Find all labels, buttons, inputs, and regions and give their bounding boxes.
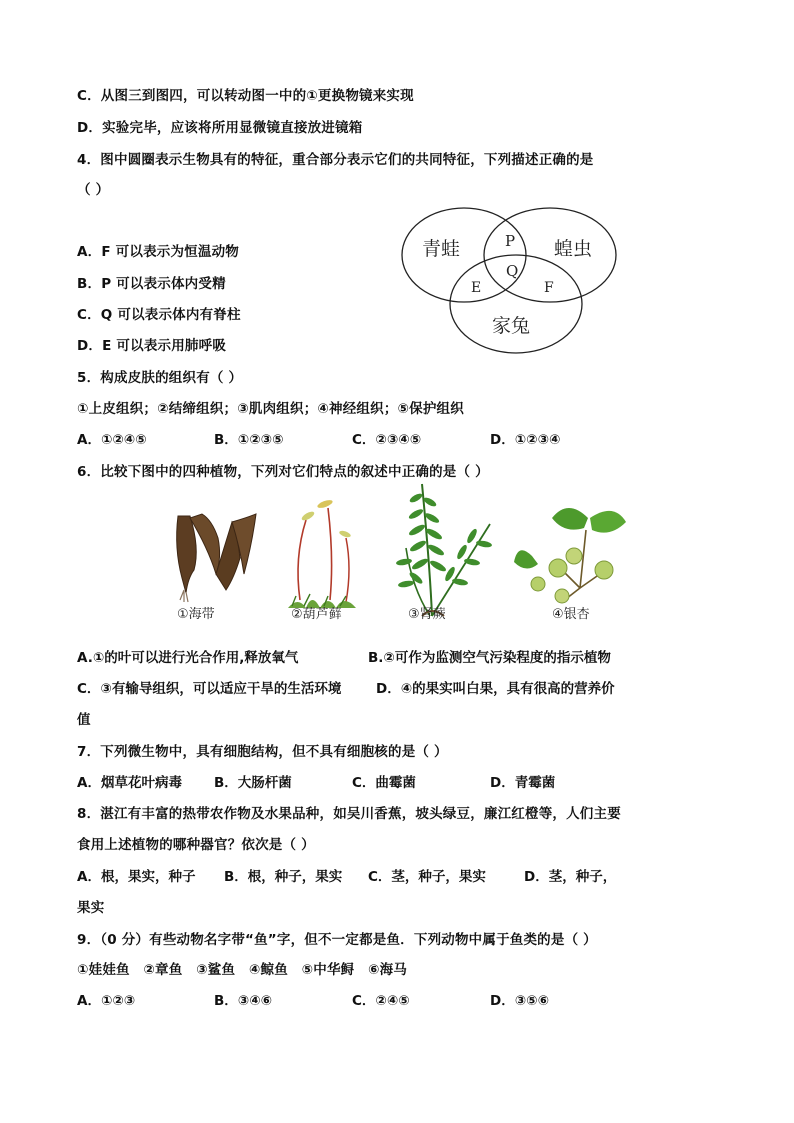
- question-7: 7．下列微生物中，具有细胞结构，但不具有细胞核的是（ ）: [77, 744, 448, 760]
- question-4-paren: （ ）: [77, 182, 110, 198]
- question-4: 4．图中圆圈表示生物具有的特征，重合部分表示它们的共同特征，下列描述正确的是: [77, 152, 594, 168]
- caption-kelp: ①海带: [177, 607, 215, 622]
- option-5a: A．①②④⑤: [77, 432, 147, 448]
- venn-label-p: P: [505, 232, 516, 250]
- venn-label-f: F: [544, 280, 554, 296]
- question-9: 9．（0 分）有些动物名字带“鱼”字，但不一定都是鱼．下列动物中属于鱼类的是（ ）: [77, 932, 597, 948]
- venn-diagram: [398, 200, 620, 360]
- option-8d-cont: 果实: [77, 900, 105, 916]
- venn-label-rabbit: 家兔: [492, 315, 531, 337]
- fern-picture: [396, 484, 493, 616]
- venn-label-e: E: [471, 280, 482, 296]
- option-6c: C．③有输导组织，可以适应干旱的生活环境: [77, 681, 342, 697]
- option-5c: C．②③④⑤: [352, 432, 422, 448]
- moss-picture: [288, 498, 356, 608]
- option-4c: C．Q 可以表示体内有脊柱: [77, 307, 241, 323]
- caption-moss: ②葫芦藓: [291, 607, 342, 622]
- option-9a: A．①②③: [77, 993, 136, 1009]
- option-7b: B．大肠杆菌: [214, 775, 292, 791]
- option-8b: B．根，种子，果实: [224, 869, 343, 885]
- question-5-items: ①上皮组织；②结缔组织；③肌肉组织；④神经组织；⑤保护组织: [77, 401, 464, 417]
- caption-fern: ③肾蕨: [408, 607, 446, 622]
- question-5: 5．构成皮肤的组织有（ ）: [77, 370, 243, 386]
- caption-ginkgo: ④银杏: [552, 607, 590, 622]
- venn-label-locust: 蝗虫: [554, 238, 593, 260]
- ginkgo-picture: [514, 508, 626, 603]
- option-4a: A．F 可以表示为恒温动物: [77, 244, 239, 260]
- option-7d: D．青霉菌: [490, 775, 556, 791]
- option-7a: A．烟草花叶病毒: [77, 775, 182, 791]
- venn-label-frog: 青蛙: [422, 238, 461, 260]
- option-8d: D．茎，种子，: [524, 869, 617, 885]
- question-8-cont: 食用上述植物的哪种器官？依次是（ ）: [77, 837, 315, 853]
- question-3c: C．从图三到图四，可以转动图一中的①更换物镜来实现: [77, 88, 414, 104]
- option-6d-cont: 值: [77, 712, 91, 728]
- question-8: 8．湛江有丰富的热带农作物及水果品种，如吴川香蕉，坡头绿豆，廉江红橙等，人们主要: [77, 806, 621, 822]
- option-7c: C．曲霉菌: [352, 775, 416, 791]
- option-5d: D．①②③④: [490, 432, 561, 448]
- option-5b: B．①②③⑤: [214, 432, 284, 448]
- option-9d: D．③⑤⑥: [490, 993, 549, 1009]
- option-8c: C．茎，种子，果实: [368, 869, 486, 885]
- option-9c: C．②④⑤: [352, 993, 410, 1009]
- option-6a: A.①的叶可以进行光合作用,释放氧气: [77, 650, 299, 666]
- option-8a: A．根，果实，种子: [77, 869, 196, 885]
- kelp-picture: [177, 514, 256, 602]
- question-6: 6．比较下图中的四种植物，下列对它们特点的叙述中正确的是（ ）: [77, 464, 489, 480]
- option-9b: B．③④⑥: [214, 993, 273, 1009]
- option-6b: B.②可作为监测空气污染程度的指示植物: [368, 650, 611, 666]
- venn-label-q: Q: [506, 262, 519, 280]
- option-6d: D．④的果实叫白果，具有很高的营养价: [376, 681, 615, 697]
- option-4b: B．P 可以表示体内受精: [77, 276, 226, 292]
- question-3d: D．实验完毕，应该将所用显微镜直接放进镜箱: [77, 120, 363, 136]
- question-9-items: ①娃娃鱼 ②章鱼 ③鲨鱼 ④鲸鱼 ⑤中华鲟 ⑥海马: [77, 962, 408, 978]
- option-4d: D．E 可以表示用肺呼吸: [77, 338, 227, 354]
